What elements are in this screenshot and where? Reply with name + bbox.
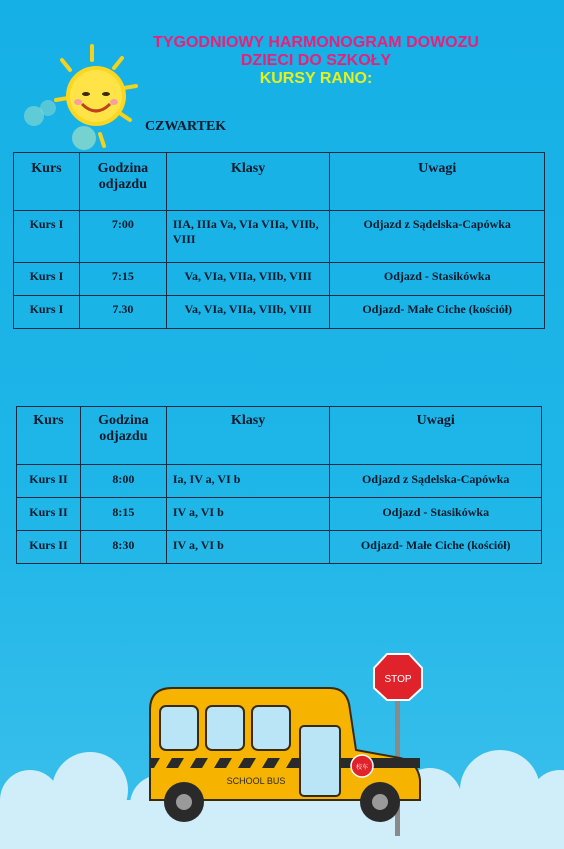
table-row — [14, 296, 545, 329]
col-header-klasy: Klasy — [166, 153, 330, 211]
col-header-uwagi: Uwagi — [330, 407, 542, 465]
col-header-kurs: Kurs — [17, 407, 81, 465]
cell-uwagi: Odjazd- Małe Ciche (kościół) — [330, 531, 542, 564]
cell-klasy: Va, VIa, VIIa, VIIb, VIII — [166, 263, 330, 296]
schedule-table-1 — [13, 152, 545, 329]
cell-uwagi: Odjazd z Sądelska-Capówka — [330, 211, 545, 263]
cell-godzina: 8:15 — [80, 498, 166, 531]
door-sign: 校车 — [355, 764, 369, 771]
table-row — [14, 211, 545, 263]
table-row — [17, 465, 542, 498]
col-header-kurs: Kurs — [14, 153, 80, 211]
cell-klasy: Va, VIa, VIIa, VIIb, VIII — [166, 296, 330, 329]
cell-godzina: 7:15 — [79, 263, 166, 296]
cell-godzina: 8:00 — [80, 465, 166, 498]
stop-sign-label: STOP — [384, 674, 412, 685]
cell-godzina: 8:30 — [80, 531, 166, 564]
cell-klasy: IIA, IIIa Va, VIa VIIa, VIIb, VIII — [166, 211, 330, 263]
table-row — [14, 263, 545, 296]
col-header-uwagi: Uwagi — [330, 153, 545, 211]
cell-kurs: Kurs II — [17, 531, 81, 564]
cell-klasy: IV a, VI b — [166, 498, 330, 531]
cell-kurs: Kurs I — [14, 211, 80, 263]
table-row — [17, 498, 542, 531]
col-header-godzina: Godzina odjazdu — [80, 407, 166, 465]
cell-kurs: Kurs I — [14, 296, 80, 329]
title-line-3: KURSY RANO: — [259, 70, 373, 87]
cell-kurs: Kurs II — [17, 498, 81, 531]
cell-klasy: Ia, IV a, VI b — [166, 465, 330, 498]
school-bus-illustration — [0, 640, 564, 849]
cell-uwagi: Odjazd - Stasikówka — [330, 263, 545, 296]
title-line-1: TYGODNIOWY HARMONOGRAM DOWOZU — [153, 34, 479, 51]
cell-godzina: 7:00 — [79, 211, 166, 263]
page-title — [96, 34, 536, 88]
table-header-row — [17, 407, 542, 465]
cell-klasy: IV a, VI b — [166, 531, 330, 564]
title-line-2: DZIECI DO SZKOŁY — [240, 52, 392, 69]
day-label: CZWARTEK — [145, 119, 227, 134]
bus-label: SCHOOL BUS — [226, 776, 286, 786]
cell-uwagi: Odjazd- Małe Ciche (kościół) — [330, 296, 545, 329]
col-header-godzina: Godzina odjazdu — [79, 153, 166, 211]
col-header-klasy: Klasy — [166, 407, 330, 465]
cell-godzina: 7.30 — [79, 296, 166, 329]
schedule-table-2 — [16, 406, 542, 564]
cell-uwagi: Odjazd z Sądelska-Capówka — [330, 465, 542, 498]
table-row — [17, 531, 542, 564]
table-header-row — [14, 153, 545, 211]
cell-uwagi: Odjazd - Stasikówka — [330, 498, 542, 531]
cell-kurs: Kurs II — [17, 465, 81, 498]
cell-kurs: Kurs I — [14, 263, 80, 296]
